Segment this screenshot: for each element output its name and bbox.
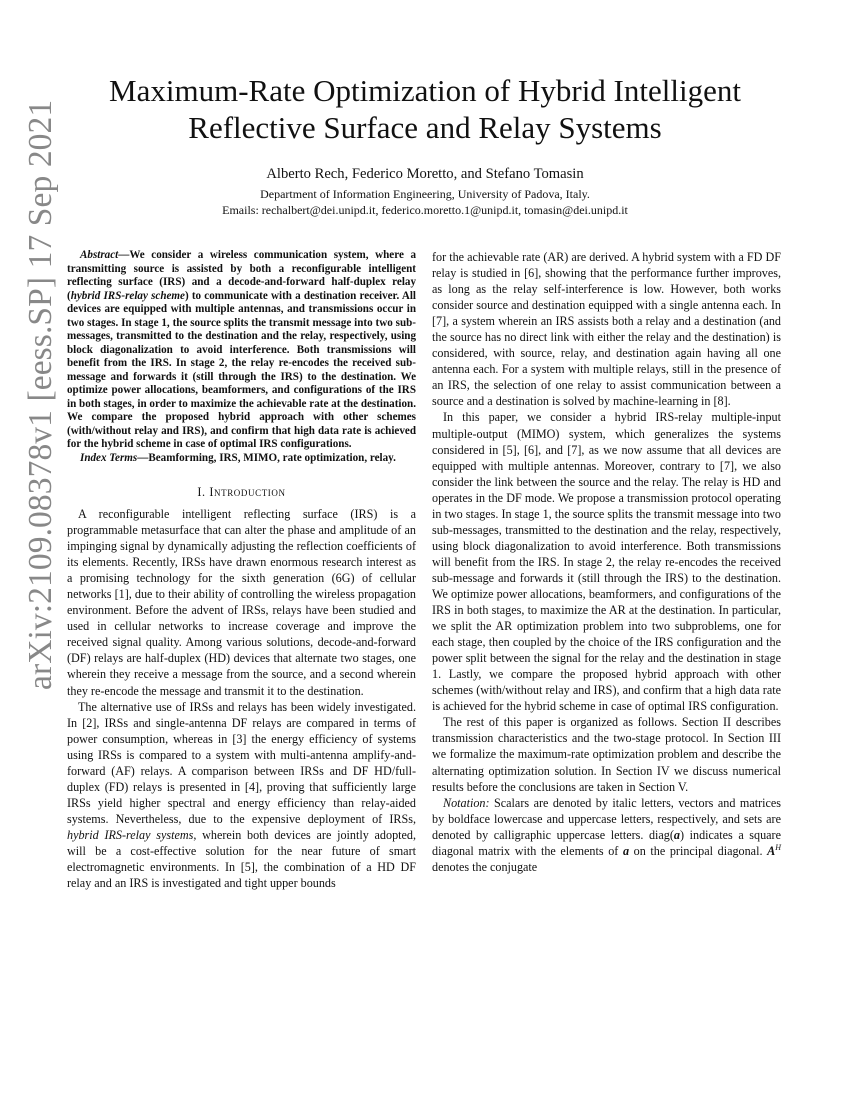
paper-title <box>60 72 790 146</box>
title-line-2: Reflective Surface and Relay Systems <box>188 110 662 145</box>
index-terms-label: Index Terms <box>80 451 138 464</box>
affiliation: Department of Information Engineering, University of Padova, Italy. <box>260 187 590 201</box>
arxiv-identifier[interactable]: arXiv:2109.08378v1 [eess.SP] 17 Sep 2021 <box>22 99 59 690</box>
intro-paragraph-4: The rest of this paper is organized as follows. Section II describes transmission characteristics and the two-stage protocol. In Section III we formalize the maximum-rate optimization problem and describe the alternating optimization solution. In Section IV we discuss numerical results before the conclusions are taken in Section V. <box>432 715 781 794</box>
author-emails[interactable]: Emails: rechalbert@dei.unipd.it, federico.moretto.1@unipd.it, tomasin@dei.unipd.it <box>222 203 628 217</box>
intro-paragraph-continued: for the achievable rate (AR) are derived. A hybrid system with a FD DF relay is studied in [6], showing that the performance further improves, as long as the relay self-interference is low. However, both works consider source and destination equipped with a single antenna each. In [7], a system wherein an IRS assists both a relay and a destination (and the source has no direct link with either the relay and the destination) is considered, with source, relay, and destination again having all one antenna each. For a system with multiple relays, still in the presence of an IRS, the selection of one relay to assist communication between a source and a destination is solved by machine-learning in [8]. <box>432 250 781 409</box>
author-list: Alberto Rech, Federico Moretto, and Stefano Tomasin <box>266 166 584 182</box>
notation-text-d: denotes the conjugate <box>432 859 538 874</box>
abstract-label: Abstract <box>80 249 119 261</box>
intro-p2-text-b: , wherein both devices are jointly adopted, will be a cost-effective solution for the near future of smart electromagnetic environments. In [5], the combination of a HD DF relay and an IRS is investigated and tight upper bounds <box>67 827 417 891</box>
left-column <box>67 249 416 891</box>
intro-paragraph-2 <box>67 699 416 892</box>
notation-paragraph <box>432 795 781 875</box>
title-line-1: Maximum-Rate Optimization of Hybrid Intelligent <box>109 73 741 108</box>
abstract-text-a: —We consider a wireless communication system, where a transmitting source is assisted by both a reconfigurable intelligent reflecting surface (IRS) and a decode-and-forward half-duplex relay ( <box>67 249 416 302</box>
abstract <box>67 249 416 452</box>
index-terms-text: —Beamforming, IRS, MIMO, rate optimization, relay. <box>137 451 396 464</box>
notation-matrix-A: A <box>767 843 776 858</box>
notation-text-c: on the principal diagonal. <box>629 843 768 858</box>
intro-paragraph-1: A reconfigurable intelligent reflecting surface (IRS) is a programmable metasurface that can alter the phase and amplitude of an impinging signal by dynamically adjusting the reflection coefficients of its elements. Recently, IRSs have drawn enormous research interest as a promising technology for the sixth generation (6G) of cellular networks [1], due to their ability of controlling the wireless propagation environment. Before the advent of IRSs, relays have been studied and used in cellular networks to increase coverage and improve the received signal quality. Among various solutions, decode-and-forward (DF) relays are half-duplex (HD) devices that alternate two stages, one wherein they receive a message from the source, and a second wherein they re-encode the message and transmit it to the destination. <box>67 507 416 698</box>
intro-p2-text-a: The alternative use of IRSs and relays has been widely investigated. In [2], IRSs and single-antenna DF relays are compared in terms of power consumption, whereas in [3] the energy efficiency of systems using IRSs is compared to a system with multi-antenna amplify-and-forward (AF) relays. A comparison between IRSs and DF HD/full-duplex (FD) relays is presented in [4], proving that sufficiently large IRSs yield higher spectral and energy efficiency than relay-aided systems. Nevertheless, due to the expensive deployment of IRSs, <box>67 699 416 826</box>
notation-diag-close: ) <box>680 827 685 842</box>
notation-hermitian-sup: H <box>775 842 781 852</box>
abstract-emphasis: hybrid IRS-relay scheme <box>70 289 185 302</box>
intro-p2-emphasis: hybrid IRS-relay systems <box>67 827 194 842</box>
abstract-text-b: ) to communicate with a destination receiver. All devices are equipped with multiple antennas, and transmissions occur in two stages. In stage 1, the source splits the transmit message into two sub-messages, transmitted to the destination and the relay, respectively, using block diagonalization to avoid interference. Both transmissions will benefit from the IRS. In stage 2, the relay re-encodes the received sub-message and forwards it (still through the IRS) to the destination. We optimize power allocations, beamformers, and configurations of the IRS in both stages, in order to maximize the achievable rate at the destination. We compare the proposed hybrid approach with other schemes (with/without relay and IRS), and confirm that high data rate is achieved for the hybrid scheme in case of optimal IRS configurations. <box>67 289 416 450</box>
right-column <box>432 249 781 875</box>
notation-text-a: Scalars are denoted by italic letters, vectors and matrices by boldface lowercase and uppercase letters, respectively, and sets are denoted by calligraphic uppercase letters. <box>432 795 781 842</box>
index-terms <box>67 452 416 466</box>
notation-vector-a-2: a <box>622 843 630 858</box>
notation-text-b: indicates a square diagonal matrix with the elements of <box>432 827 781 858</box>
notation-label: Notation: <box>443 795 490 810</box>
section-heading-introduction: I. Introduction <box>197 485 286 499</box>
notation-vector-a: a <box>673 827 680 842</box>
notation-diag-open: diag( <box>648 827 674 842</box>
intro-paragraph-3: In this paper, we consider a hybrid IRS-relay multiple-input multiple-output (MIMO) system, which generalizes the systems considered in [5], [6], and [7], as we now assume that all devices are equipped with multiple antennas. Moreover, contrary to [7], we also consider the link between the source and the relay. The relay is HD and operates in the DF mode. We propose a transmission protocol operating in two stages. In stage 1, the source splits the transmit message into two sub-messages, transmitted to the destination and the relay, respectively, using block diagonalization to avoid interference. Both transmissions will benefit from the IRS. In stage 2, the relay re-encodes the received sub-message and forwards it (still through the IRS) to the destination. We optimize power allocations, beamformers, and configurations of the IRS in both stages, to maximize the AR at the destination. In particular, we split the AR optimization problem into two subproblems, one for each stage, then coupled by the choice of the IRS configuration and the power split between the signal for the relay and the destination in stage 1. Lastly, we compare the proposed hybrid approach with other schemes (with/without relay and IRS), and confirm that a high data rate is achieved for the hybrid scheme in case of optimal IRS configuration. <box>432 410 781 714</box>
